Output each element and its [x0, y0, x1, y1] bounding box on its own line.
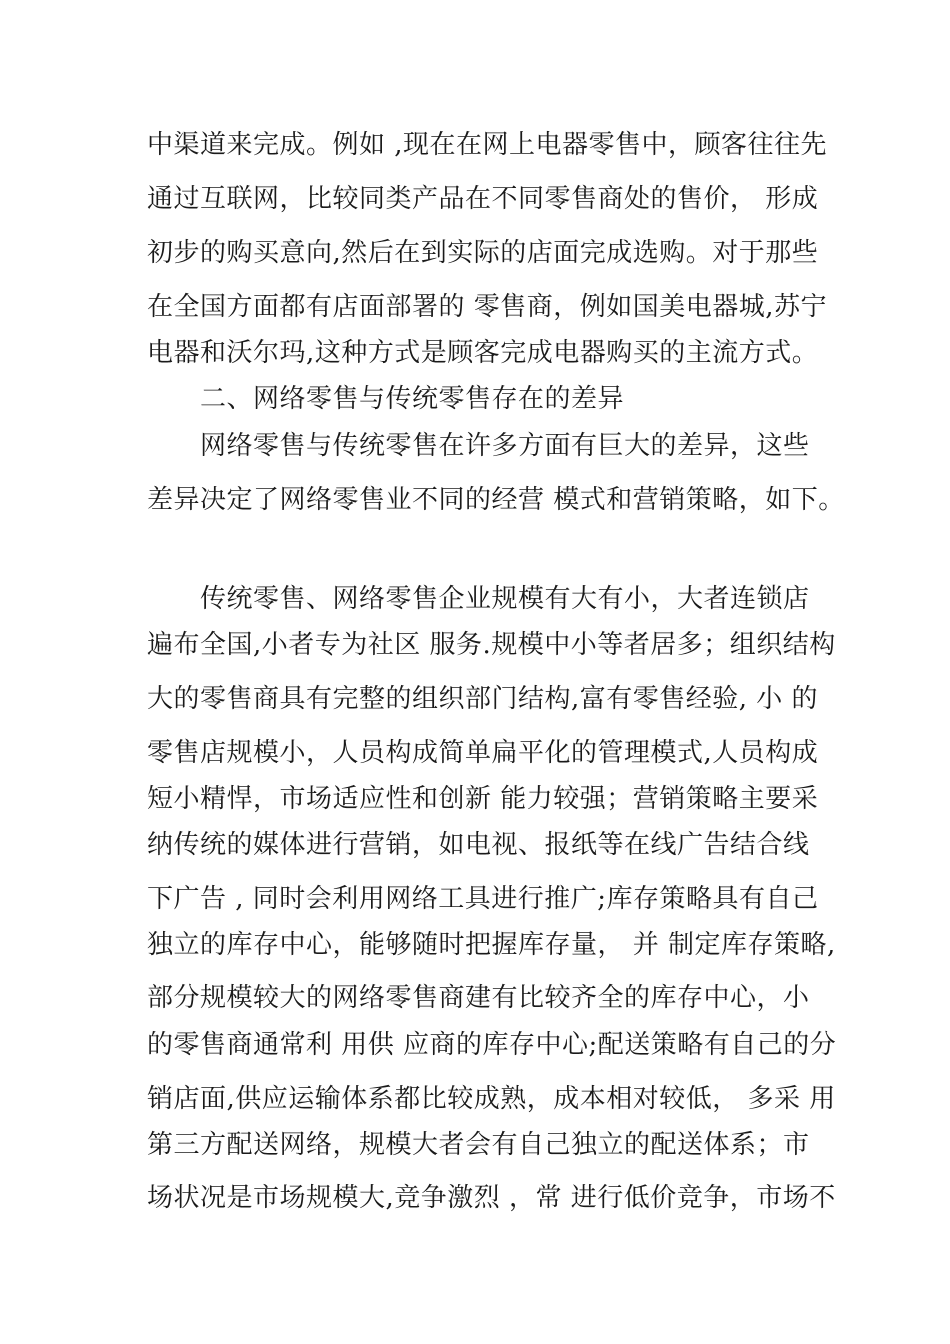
paragraph-line: 遍布全国,小者专为社区 服务.规模中小等者居多；组织结构	[147, 630, 836, 660]
paragraph-line: 第三方配送网络，规模大者会有自己独立的配送体系；市	[147, 1130, 810, 1160]
paragraph-line: 场状况是市场规模大,竞争激烈 ，常 进行低价竞争，市场不	[147, 1183, 836, 1213]
section-heading: 二、网络零售与传统零售存在的差异	[200, 384, 625, 414]
paragraph-line: 电器和沃尔玛,这种方式是顾客完成电器购买的主流方式。	[147, 338, 819, 368]
paragraph-line: 传统零售、网络零售企业规模有大有小，大者连锁店	[200, 584, 810, 614]
paragraph-line: 的零售商通常利 用供 应商的库存中心;配送策略有自己的分	[147, 1030, 837, 1060]
paragraph-line: 大的零售商具有完整的组织部门结构,富有零售经验, 小 的	[147, 684, 819, 714]
paragraph-line: 部分规模较大的网络零售商建有比较齐全的库存中心，小	[147, 983, 810, 1013]
paragraph-line: 通过互联网，比较同类产品在不同零售商处的售价， 形成	[147, 184, 819, 214]
paragraph-line: 初步的购买意向,然后在到实际的店面完成选购。对于那些	[147, 238, 819, 268]
paragraph-line: 销店面,供应运输体系都比较成熟，成本相对较低， 多采 用	[147, 1084, 836, 1114]
paragraph-line: 纳传统的媒体进行营销，如电视、报纸等在线广告结合线	[147, 830, 810, 860]
paragraph-line: 中渠道来完成。例如 ,现在在网上电器零售中，顾客往往先	[147, 130, 828, 160]
paragraph-line: 在全国方面都有店面部署的 零售商，例如国美电器城,苏宁	[147, 292, 828, 322]
paragraph-line: 独立的库存中心，能够随时把握库存量， 并 制定库存策略,	[147, 930, 836, 960]
paragraph-line: 短小精悍，市场适应性和创新 能力较强；营销策略主要采	[147, 784, 819, 814]
paragraph-line: 下广告 , 同时会利用网络工具进行推广;库存策略具有自己	[147, 884, 819, 914]
paragraph-line: 网络零售与传统零售在许多方面有巨大的差异，这些	[200, 431, 810, 461]
paragraph-line: 零售店规模小，人员构成简单扁平化的管理模式,人员构成	[147, 738, 819, 768]
paragraph-line: 差异决定了网络零售业不同的经营 模式和营销策略，如下。	[147, 485, 845, 515]
